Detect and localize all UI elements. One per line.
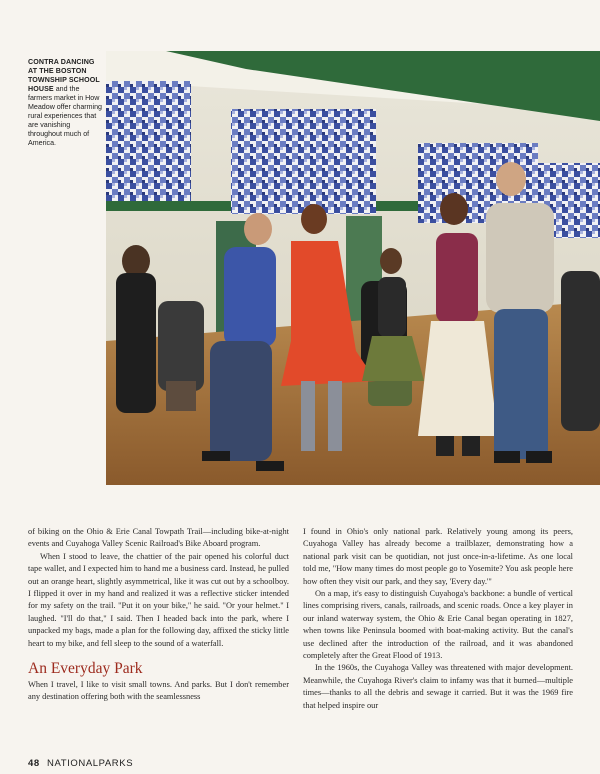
right-paragraph-2: On a map, it's easy to distinguish Cuyahoga's backbone: a bundle of vertical lines comprising rivers, canals, railroads, and scenic roads. Once a key player in our inland waterway system, the Ohio & Erie Canal began operating in 1827, when towns like Peninsula boomed with boat-making activity. But the canal's use declined after the introduction of the railroad, and it was abandoned completely after the Great Flood of 1913. <box>303 589 573 661</box>
caption-heading: CONTRA DANCING AT THE BOSTON TOWNSHIP SCHOOL HOUSE <box>28 58 100 93</box>
left-paragraph-1: of biking on the Ohio & Erie Canal Towpath Trail—including bike-at-night events and Cuyahoga Valley Scenic Railroad's Bike Aboard program. <box>28 527 289 549</box>
left-paragraph-2: When I stood to leave, the chattier of the pair opened his colorful duct tape wallet, and I expected him to hand me a business card. Instead, he pulled out an orange heart, slightly asymmetrical, like it was cut out by a schoolboy. I flipped it over in my hand and realized it was a reflective sticker intended for my safety on the trail. "Put it on your bike," he said. "Or your helmet." I laughed. "I'll do that," I said. Then I headed back into the park, where I unpacked my bags, made a plan for the following day, affixed the sticky little heart to my bike, and fell sleep to the sound of a waterfall. <box>28 551 289 648</box>
publication-name: NATIONALPARKS <box>47 758 134 769</box>
left-paragraph-3: When I travel, I like to visit small towns. And parks. But I don't remember any destination offering both with the seamlessness <box>28 680 289 702</box>
caption-text: and the farmers market in How Meadow offer charming rural experiences that are vanishing throughout much of America. <box>28 85 102 147</box>
page-footer <box>28 758 133 769</box>
left-column <box>28 526 289 704</box>
right-paragraph-1: I found in Ohio's only national park. Relatively young among its peers, Cuyahoga Valley has already become a trailblazer, demonstrating how a national park visit can be quotidian, not just once-in-a-lifetime. As one local told me, "How many times do most people go to Yosemite? You ask people here how often they visit our park, and they say, 'Every day.'" <box>303 527 573 586</box>
right-paragraph-3: In the 1960s, the Cuyahoga Valley was threatened with major development. Meanwhile, the Cuyahoga River's claim to infamy was that it burned—multiple times—thanks to all the debris and sewage it carried. But it was the 1969 fire that helped inspire our <box>303 663 573 710</box>
section-heading: An Everyday Park <box>28 660 143 678</box>
right-column <box>303 526 573 712</box>
photo-caption <box>28 58 104 148</box>
contra-dance-photo <box>106 51 600 485</box>
page-number: 48 <box>28 758 40 769</box>
